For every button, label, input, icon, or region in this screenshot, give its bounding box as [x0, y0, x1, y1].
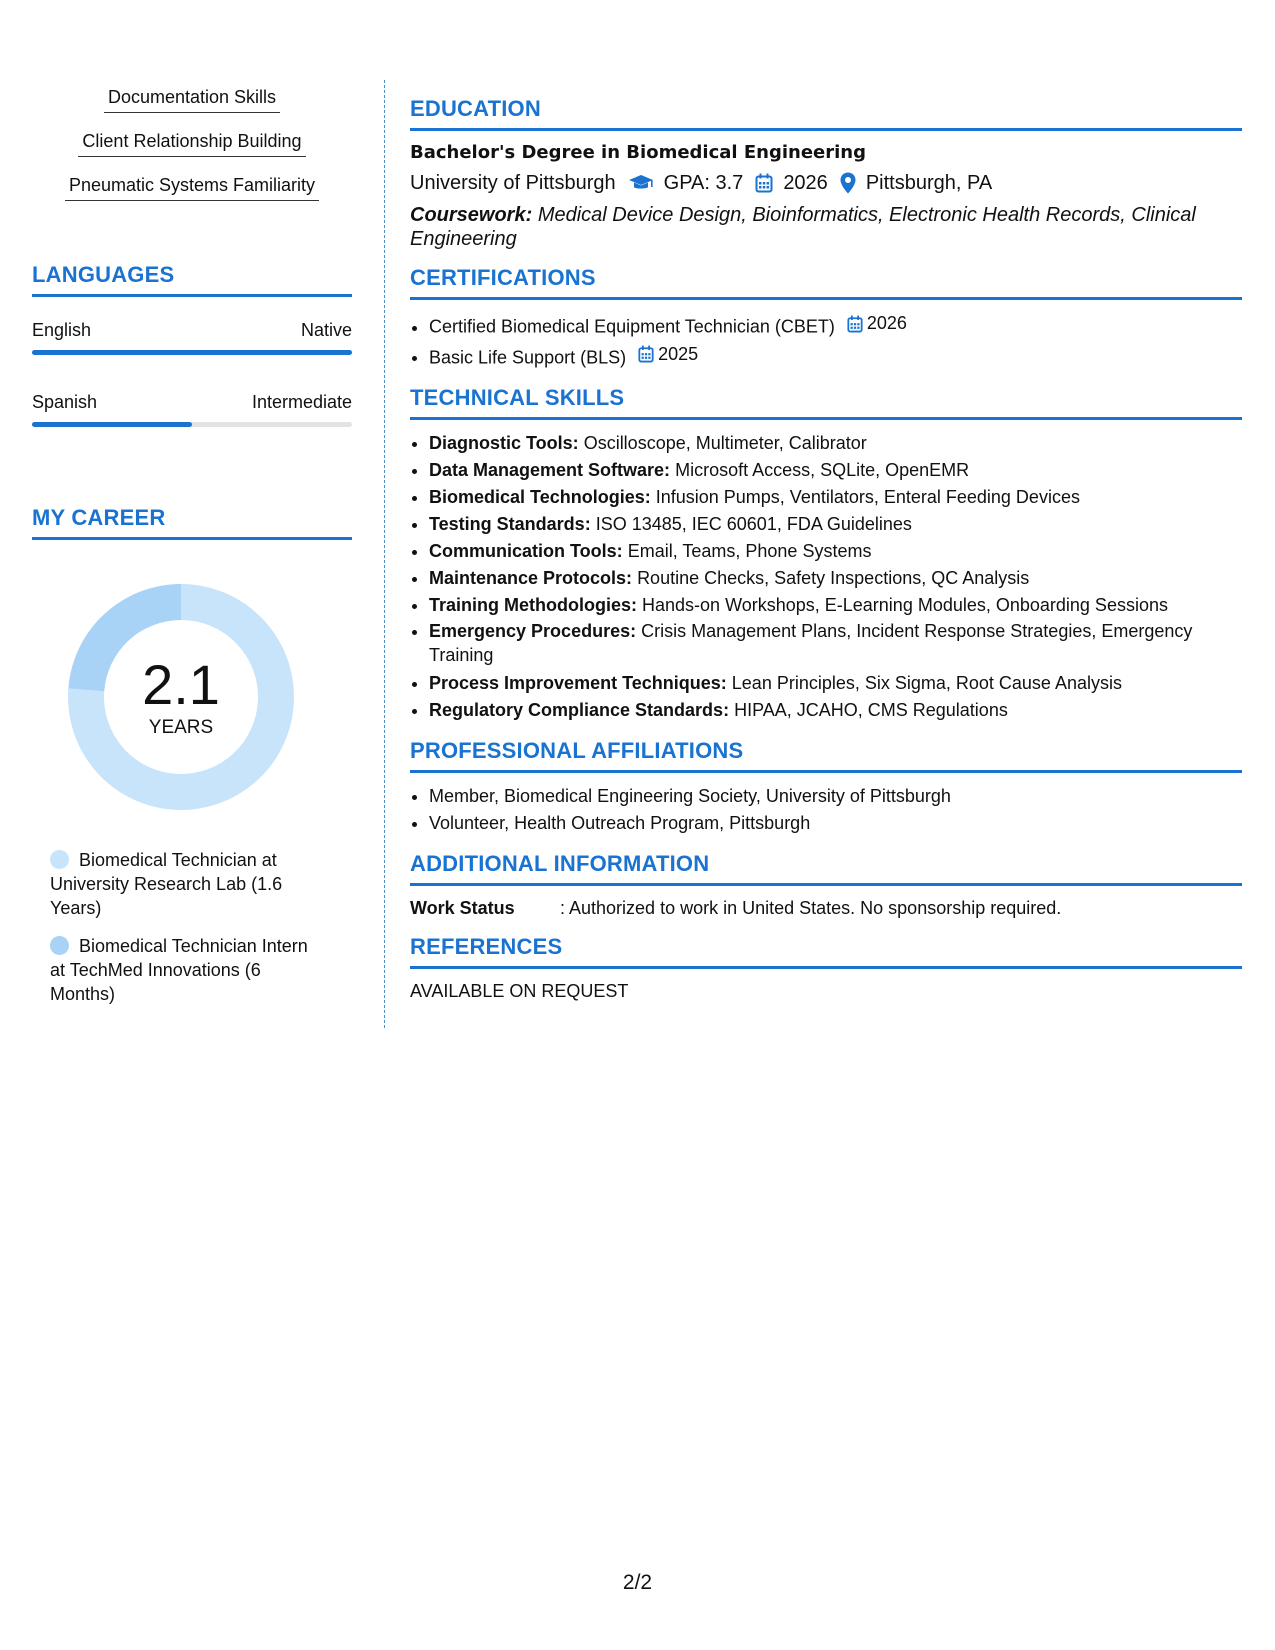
language-name: English — [32, 320, 92, 340]
language-level: Intermediate — [251, 392, 352, 412]
skill-value: Crisis Management Plans, Incident Response Strategies, Emergency Training — [429, 621, 1193, 665]
list-item — [429, 511, 1242, 538]
column-divider — [384, 80, 385, 1028]
list-item — [429, 341, 1242, 372]
skill-value: Microsoft Access, SQLite, OpenEMR — [675, 460, 970, 480]
page-number: 2/2 — [622, 1571, 653, 1594]
skill-label: Maintenance Protocols: — [429, 568, 633, 588]
references-heading: REFERENCES — [410, 934, 1242, 969]
cert-year: 2026 — [866, 313, 907, 333]
skill-label: Communication Tools: — [429, 541, 623, 561]
education-section — [410, 96, 1242, 251]
skill-tags — [32, 86, 352, 218]
list-item — [429, 457, 1242, 484]
additional-info-heading: ADDITIONAL INFORMATION — [410, 851, 1242, 886]
skill-label: Process Improvement Techniques: — [429, 673, 727, 693]
cert-name: Basic Life Support (BLS) — [429, 347, 627, 367]
language-bar-fill — [32, 422, 192, 427]
gpa: GPA: 3.7 — [663, 172, 744, 194]
career-heading: MY CAREER — [32, 505, 352, 540]
technical-skills-section — [410, 385, 1242, 724]
affiliations-list — [410, 783, 1242, 837]
certifications-heading: CERTIFICATIONS — [410, 265, 1242, 300]
list-item — [429, 565, 1242, 592]
skill-value: Email, Teams, Phone Systems — [627, 541, 872, 561]
language-name: Spanish — [32, 392, 98, 412]
career-entry — [50, 848, 320, 920]
degree-title: Bachelor's Degree in Biomedical Engineering — [410, 142, 866, 163]
language-level: Native — [300, 320, 352, 340]
skill-value: ISO 13485, IEC 60601, FDA Guidelines — [595, 514, 912, 534]
coursework-label: Coursework: — [410, 204, 533, 226]
school-location: Pittsburgh, PA — [865, 172, 993, 194]
coursework — [410, 203, 1242, 251]
skill-label: Testing Standards: — [429, 514, 591, 534]
career-unit: YEARS — [148, 717, 214, 738]
skill-value: Infusion Pumps, Ventilators, Enteral Feeding Devices — [655, 487, 1080, 507]
list-item — [429, 310, 1242, 341]
education-heading: EDUCATION — [410, 96, 1242, 131]
language-row — [32, 319, 352, 355]
graduation-cap-icon — [628, 174, 654, 192]
left-column — [32, 86, 352, 1020]
skill-value: HIPAA, JCAHO, CMS Regulations — [734, 700, 1008, 720]
skill-tag: Pneumatic Systems Familiarity — [65, 174, 319, 201]
education-details — [410, 169, 1242, 197]
references-section — [410, 934, 1242, 1003]
list-item — [429, 484, 1242, 511]
career-donut — [66, 582, 296, 812]
skill-value: Oscilloscope, Multimeter, Calibrator — [583, 433, 867, 453]
list-item — [429, 430, 1242, 457]
school-name: University of Pittsburgh — [410, 172, 616, 194]
affiliations-heading: PROFESSIONAL AFFILIATIONS — [410, 738, 1242, 773]
legend-dot — [50, 936, 69, 955]
list-item — [429, 697, 1242, 724]
calendar-icon — [847, 315, 863, 333]
list-item: • Volunteer, Health Outreach Program, Pittsburgh — [429, 810, 1242, 837]
career-entry — [50, 934, 320, 1006]
skill-tag: Client Relationship Building — [78, 130, 305, 157]
work-status-row — [410, 896, 1242, 920]
list-item — [429, 670, 1242, 697]
skill-value: Hands-on Workshops, E-Learning Modules, Onboarding Sessions — [642, 595, 1168, 615]
map-pin-icon — [840, 172, 856, 194]
languages-heading: LANGUAGES — [32, 262, 352, 297]
skill-label: Diagnostic Tools: — [429, 433, 579, 453]
work-status-value: : Authorized to work in United States. No sponsorship required. — [560, 898, 1062, 918]
cert-year: 2025 — [658, 343, 699, 364]
graduation-year: 2026 — [783, 172, 828, 194]
skill-label: Data Management Software: — [429, 460, 671, 480]
skill-label: Training Methodologies: — [429, 595, 637, 615]
career-entry-label: Biomedical Technician Intern at TechMed Innovations (6 Months) — [50, 936, 308, 1004]
affiliations-section — [410, 738, 1242, 837]
list-item — [429, 619, 1242, 667]
technical-skills-list — [410, 430, 1242, 724]
certifications-list — [410, 310, 1242, 371]
certifications-section — [410, 265, 1242, 371]
list-item — [429, 592, 1242, 619]
career-legend — [50, 848, 320, 1006]
language-bar — [32, 422, 352, 427]
calendar-icon — [638, 345, 654, 363]
additional-info-section — [410, 851, 1242, 920]
skill-value: Lean Principles, Six Sigma, Root Cause Analysis — [731, 673, 1122, 693]
skill-value: Routine Checks, Safety Inspections, QC Analysis — [637, 568, 1030, 588]
language-bar — [32, 350, 352, 355]
career-entry-label: Biomedical Technician at University Research Lab (1.6 Years) — [50, 850, 283, 918]
references-text: AVAILABLE ON REQUEST — [410, 981, 629, 1001]
language-bar-fill — [32, 350, 352, 355]
work-status-label: Work Status — [410, 898, 515, 918]
calendar-icon — [755, 173, 773, 193]
coursework-list: Medical Device Design, Bioinformatics, Electronic Health Records, Clinical Engineering — [410, 204, 1196, 250]
list-item — [429, 538, 1242, 565]
legend-dot — [50, 850, 69, 869]
cert-name: Certified Biomedical Equipment Technician (CBET) — [429, 316, 835, 337]
technical-skills-heading: TECHNICAL SKILLS — [410, 385, 1242, 420]
skill-label: Regulatory Compliance Standards: — [429, 700, 730, 720]
right-column — [410, 96, 1242, 1017]
language-row — [32, 391, 352, 427]
skill-tag: Documentation Skills — [104, 86, 280, 113]
career-total: 2.1 — [142, 653, 220, 716]
list-item: • Member, Biomedical Engineering Society, University of Pittsburgh — [429, 783, 1242, 810]
skill-label: Emergency Procedures: — [429, 621, 637, 641]
skill-label: Biomedical Technologies: — [429, 487, 651, 507]
